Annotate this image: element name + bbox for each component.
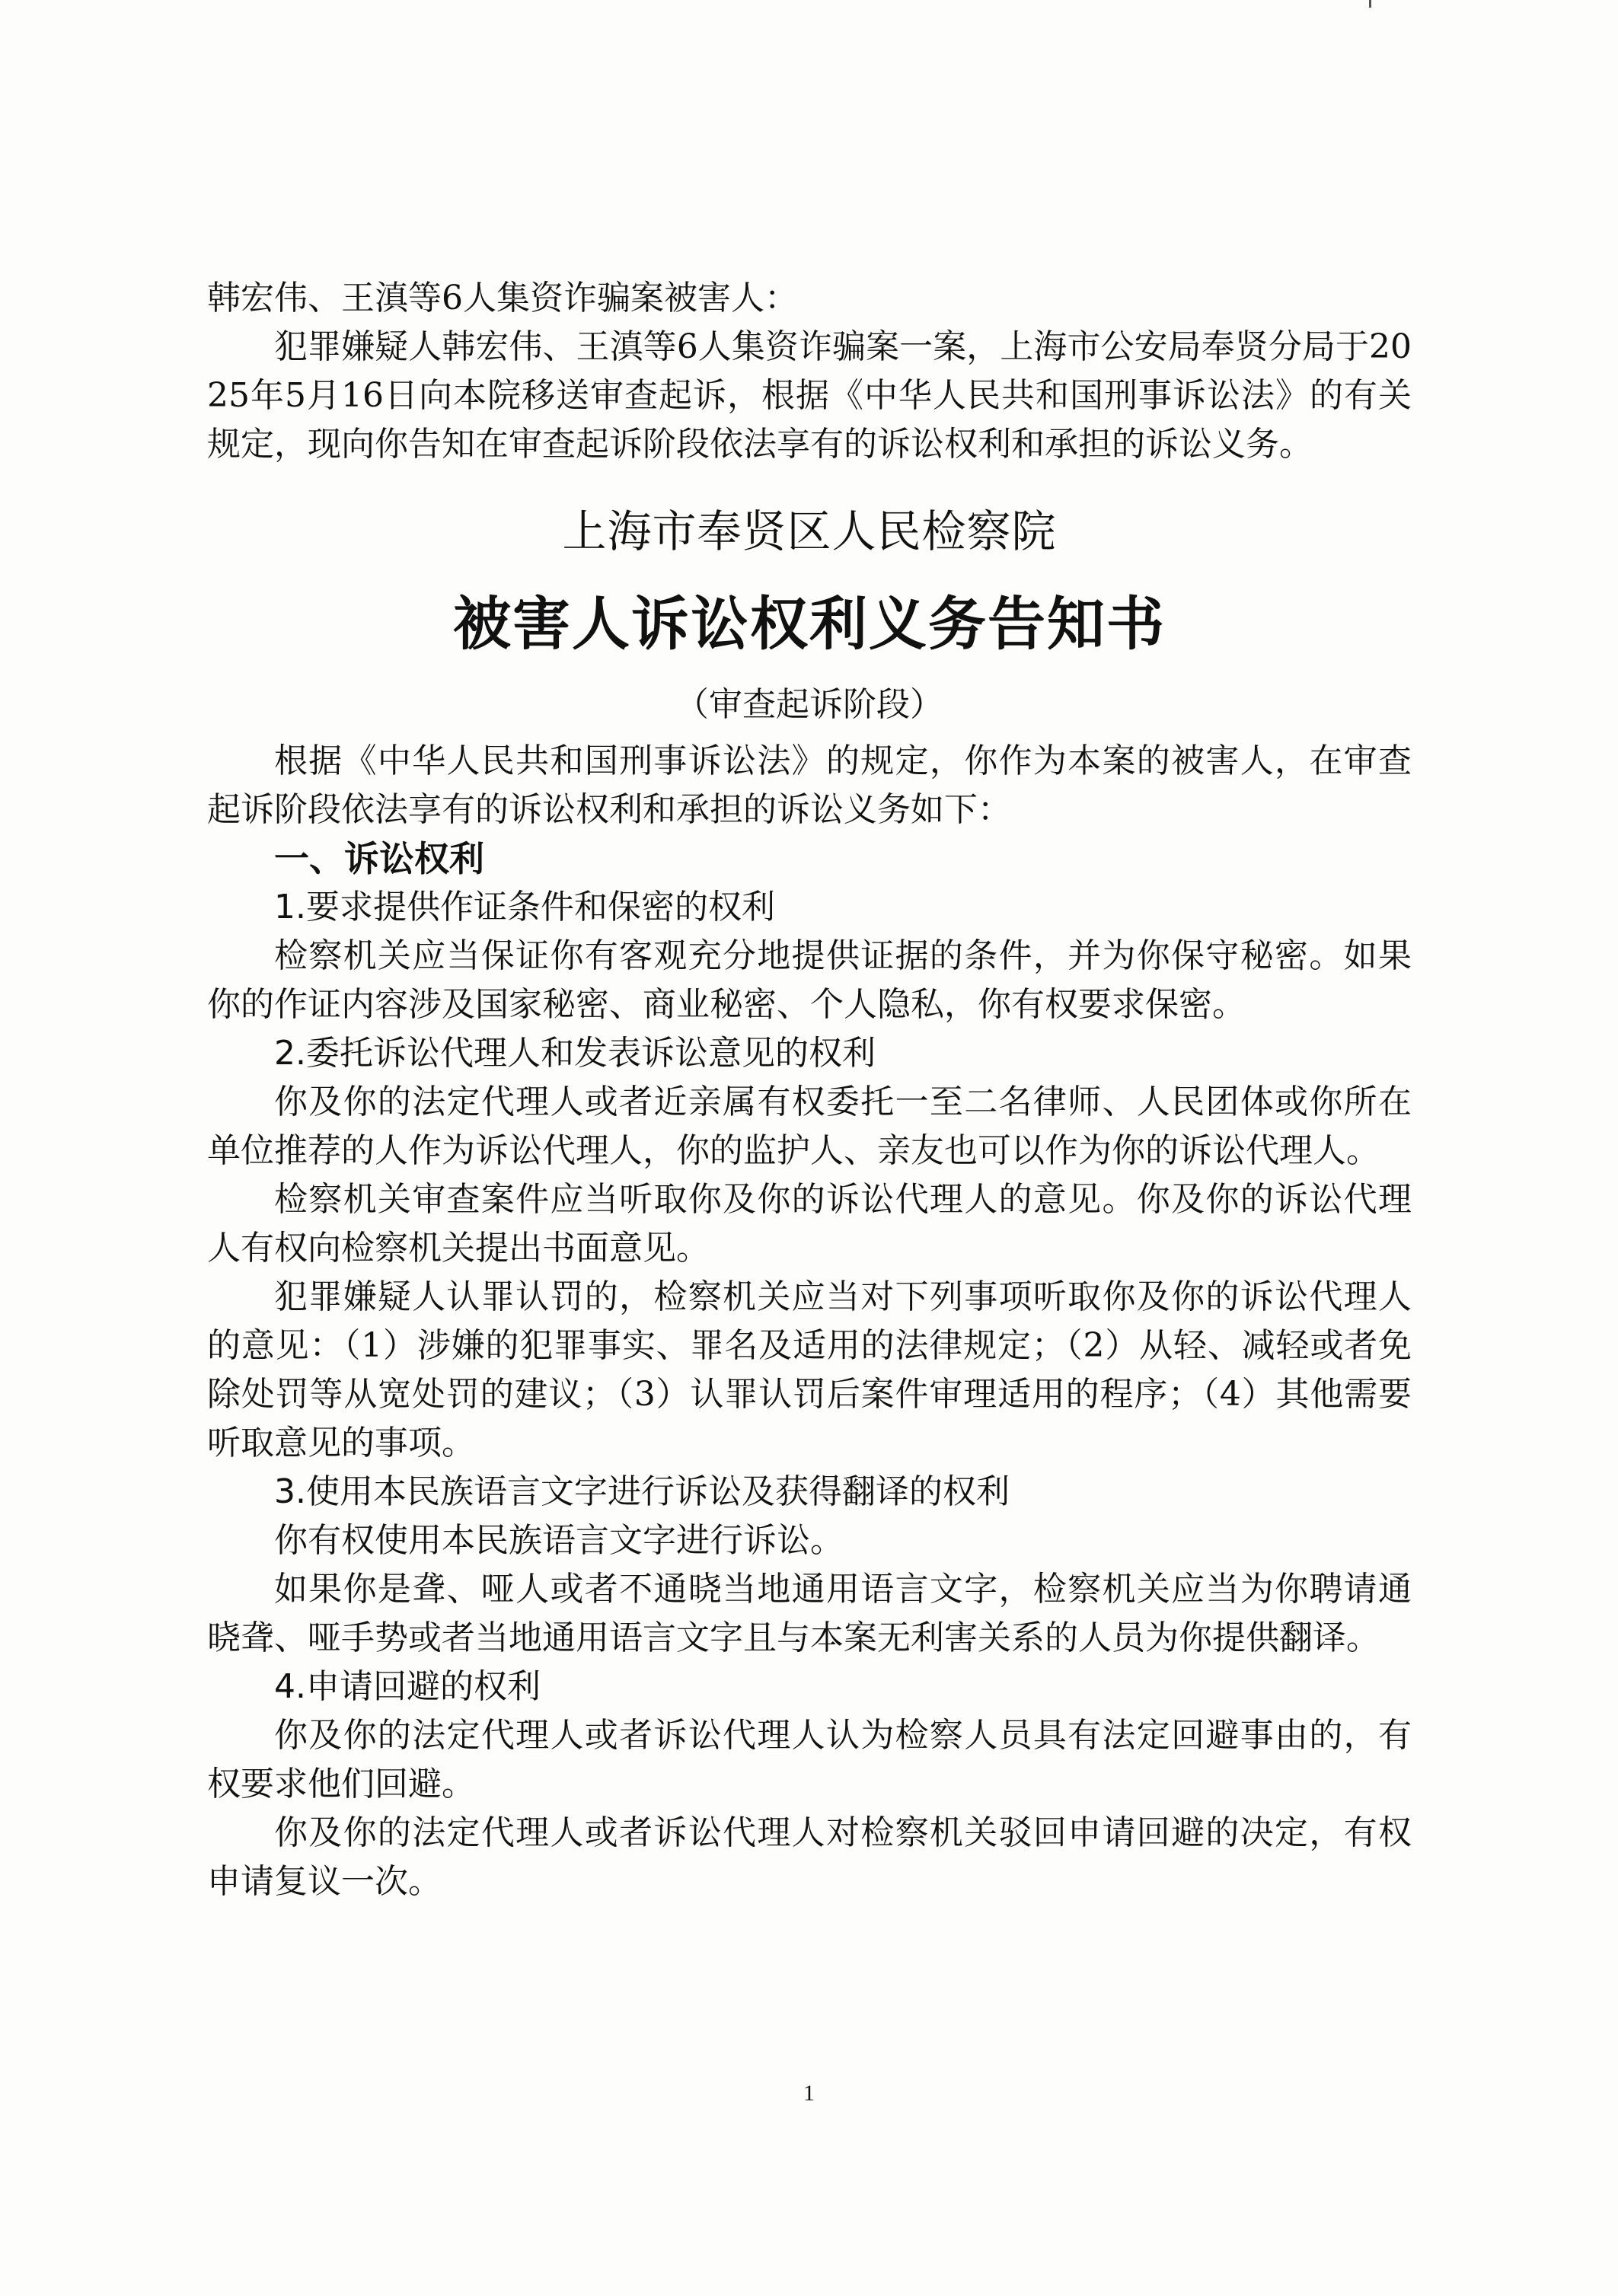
item4-paragraph: 你及你的法定代理人或者诉讼代理人对检察机关驳回申请回避的决定，有权申请复议一次。 <box>207 1813 1412 1901</box>
addressee-line: 韩宏伟、王滇等6人集资诈骗案被害人： <box>207 279 798 317</box>
document-subtitle: （审查起诉阶段） <box>675 685 943 724</box>
document-title: 被害人诉讼权利义务告知书 <box>453 590 1166 658</box>
item3-paragraph: 你有权使用本民族语言文字进行诉讼。 <box>274 1521 844 1560</box>
item3-paragraph: 如果你是聋、哑人或者不通晓当地通用语言文字，检察机关应当为你聘请通晓聋、哑手势或者当地通用语言文字且与本案无利害关系的人员为你提供翻译。 <box>207 1570 1412 1657</box>
item2-paragraph: 检察机关审查案件应当听取你及你的诉讼代理人的意见。你及你的诉讼代理人有权向检察机关提出书面意见。 <box>207 1180 1412 1268</box>
intro-paragraph: 犯罪嫌疑人韩宏伟、王滇等6人集资诈骗案一案，上海市公安局奉贤分局于2025年5月16日向本院移送审查起诉，根据《中华人民共和国刑事诉讼法》的有关规定，现向你告知在审查起诉阶段依法享有的诉讼权利和承担的诉讼义务。 <box>207 327 1412 464</box>
item2-paragraph: 你及你的法定代理人或者近亲属有权委托一至二名律师、人民团体或你所在单位推荐的人作为诉讼代理人，你的监护人、亲友也可以作为你的诉讼代理人。 <box>207 1083 1412 1170</box>
item-heading-4: 4.申请回避的权利 <box>274 1667 541 1706</box>
item-heading-2: 2.委托诉讼代理人和发表诉讼意见的权利 <box>274 1034 876 1073</box>
organization-title: 上海市奉贤区人民检察院 <box>562 505 1057 557</box>
scan-edge-mark <box>1369 0 1371 8</box>
section-heading-rights: 一、诉讼权利 <box>274 838 484 879</box>
item4-paragraph: 你及你的法定代理人或者诉讼代理人认为检察人员具有法定回避事由的，有权要求他们回避。 <box>207 1716 1412 1803</box>
item-heading-3: 3.使用本民族语言文字进行诉讼及获得翻译的权利 <box>274 1472 1010 1511</box>
item-heading-1: 1.要求提供作证条件和保密的权利 <box>274 888 775 926</box>
preamble-paragraph: 根据《中华人民共和国刑事诉讼法》的规定，你作为本案的被害人，在审查起诉阶段依法享有的诉讼权利和承担的诉讼义务如下： <box>207 741 1412 829</box>
page-number: 1 <box>803 2081 815 2106</box>
item2-paragraph: 犯罪嫌疑人认罪认罚的，检察机关应当对下列事项听取你及你的诉讼代理人的意见：（1）涉嫌的犯罪事实、罪名及适用的法律规定；（2）从轻、减轻或者免除处罚等从宽处罚的建议；（3）认罪认罚后案件审理适用的程序；（4）其他需要听取意见的事项。 <box>207 1277 1412 1462</box>
item1-paragraph: 检察机关应当保证你有客观充分地提供证据的条件，并为你保守秘密。如果你的作证内容涉及国家秘密、商业秘密、个人隐私，你有权要求保密。 <box>207 936 1412 1024</box>
document-body <box>207 274 1412 1906</box>
